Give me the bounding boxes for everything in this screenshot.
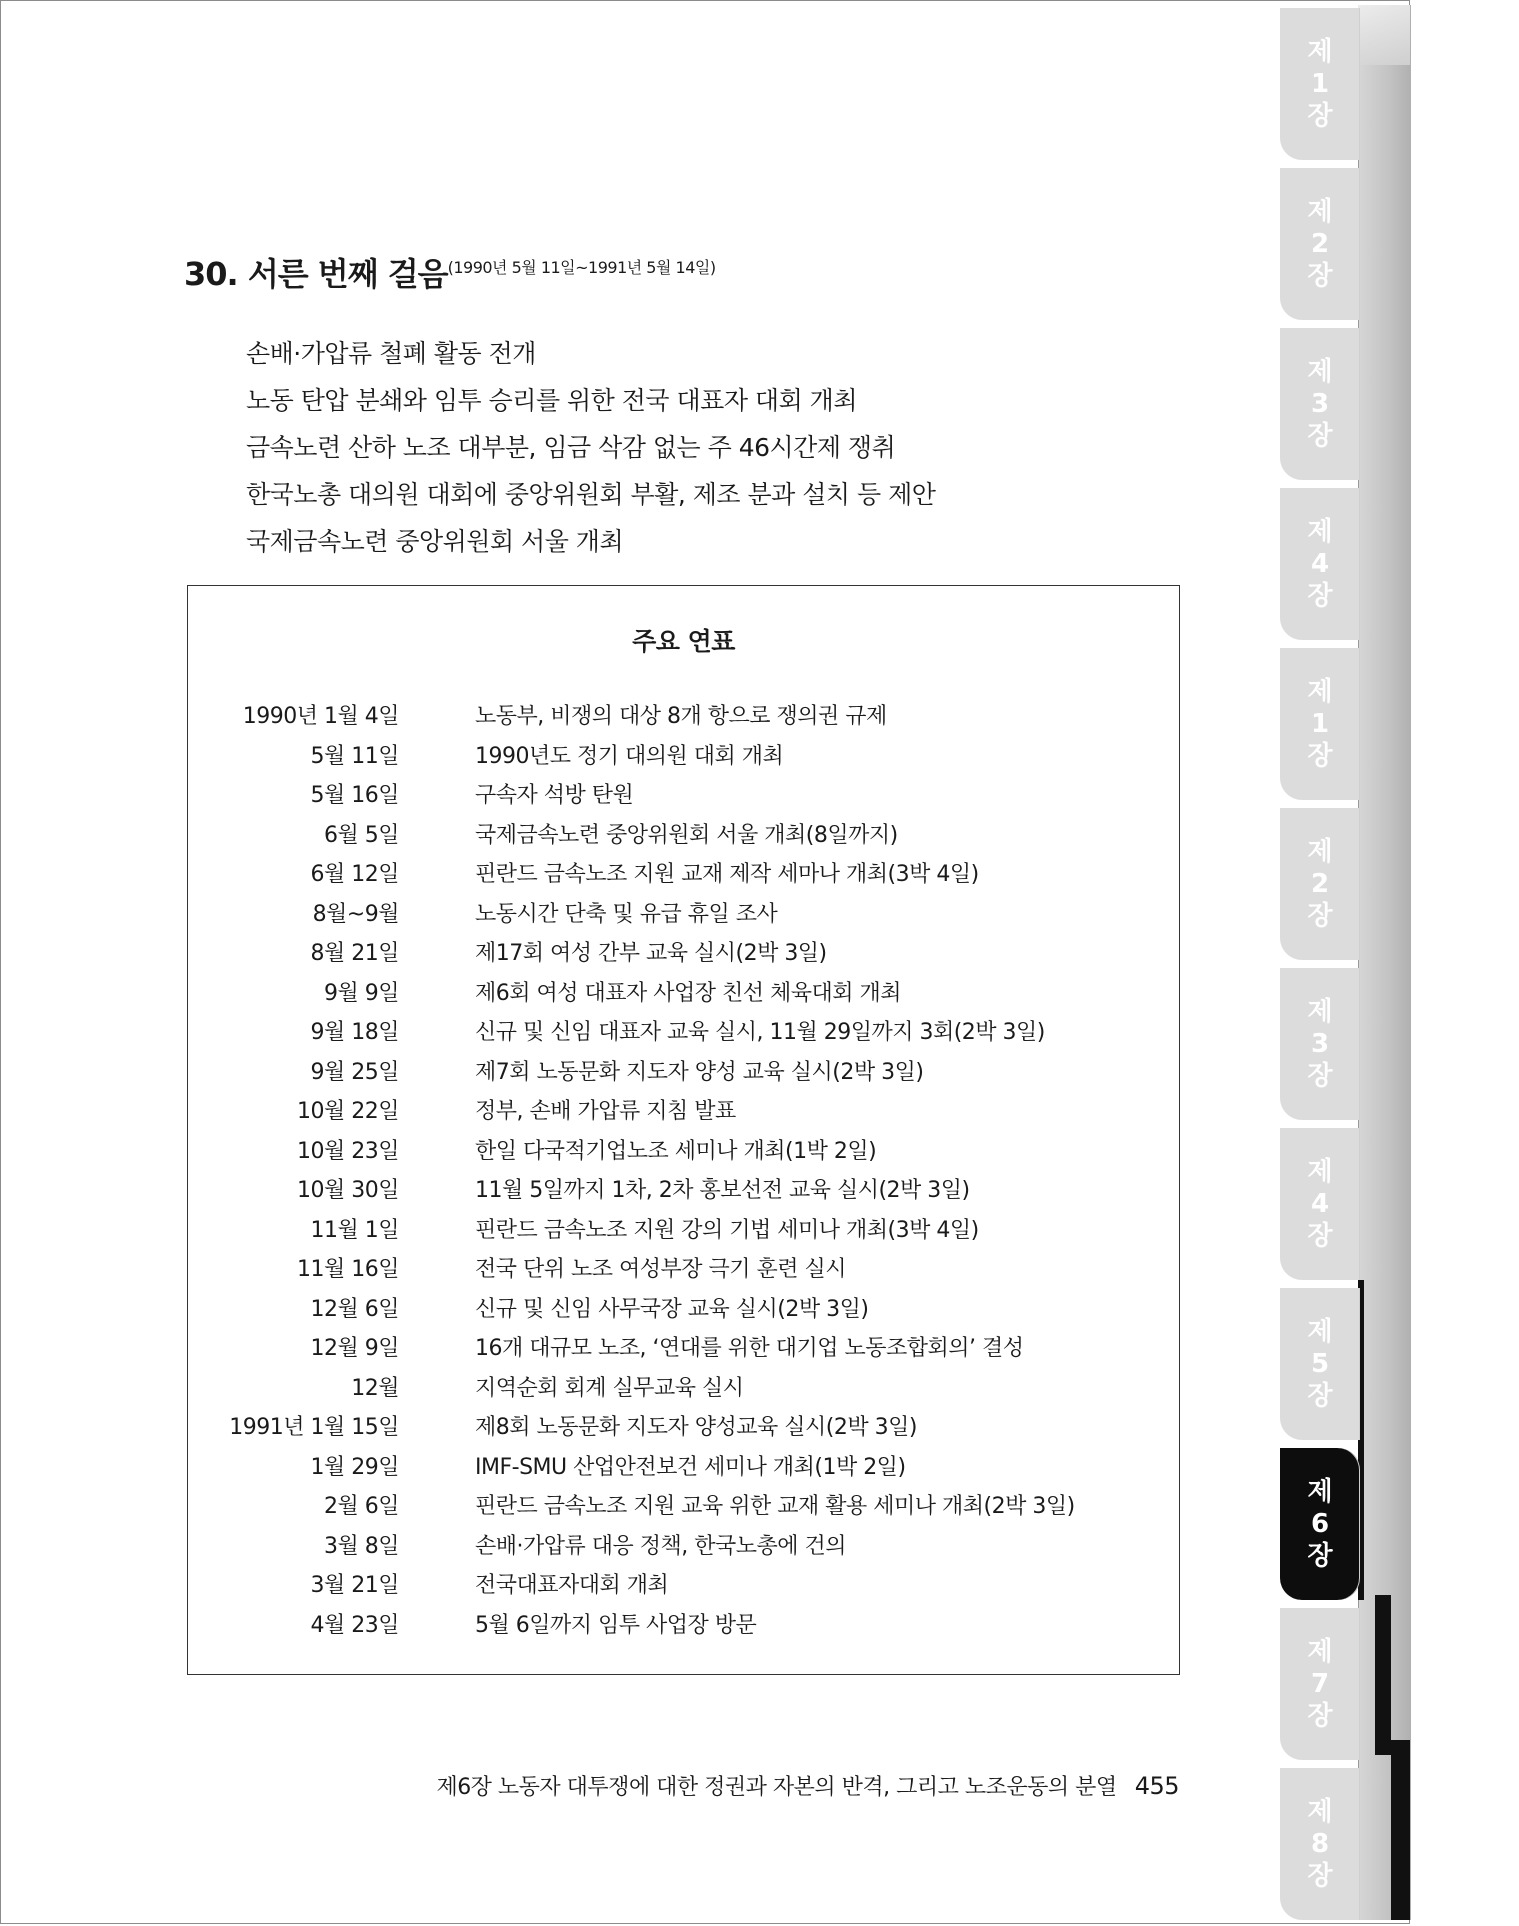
timeline-date: 9월 9일 (324, 980, 399, 1006)
chapter-tab-char: 제 (1307, 1317, 1333, 1347)
timeline-date: 9월 25일 (310, 1059, 399, 1085)
chapter-tab[interactable] (1280, 648, 1360, 800)
timeline-event: 국제금속노련 중앙위원회 서울 개최(8일까지) (475, 822, 898, 848)
page-number: 455 (1134, 1772, 1179, 1800)
timeline-event: 제7회 노동문화 지도자 양성 교육 실시(2박 3일) (475, 1059, 924, 1085)
timeline-event: 16개 대규모 노조, ‘연대를 위한 대기업 노동조합회의’ 결성 (475, 1336, 1024, 1361)
timeline-date: 6월 5일 (324, 822, 399, 848)
chapter-tab[interactable] (1280, 1128, 1360, 1280)
timeline-row (188, 1171, 1179, 1211)
chapter-tab[interactable] (1280, 8, 1360, 160)
timeline-event: IMF-SMU 산업안전보건 세미나 개최(1박 2일) (475, 1454, 906, 1480)
timeline-event: 전국 단위 노조 여성부장 극기 훈련 실시 (475, 1257, 846, 1282)
chapter-tab-char: 1 (1310, 69, 1330, 99)
timeline-event: 11월 5일까지 1차, 2차 홍보선전 교육 실시(2박 3일) (475, 1178, 970, 1203)
timeline-event: 손배·가압류 대응 정책, 한국노총에 건의 (475, 1533, 846, 1559)
chapter-tab[interactable] (1280, 488, 1360, 640)
summary-item: 손배·가압류 철폐 활동 전개 (246, 339, 536, 368)
chapter-tab-char: 5 (1310, 1349, 1330, 1379)
timeline-event: 구속자 석방 탄원 (475, 783, 634, 808)
chapter-tab-char: 제 (1307, 1637, 1333, 1667)
timeline-date: 11월 1일 (310, 1217, 399, 1243)
timeline-event: 제17회 여성 간부 교육 실시(2박 3일) (475, 941, 827, 966)
chapter-tab-char: 장 (1307, 421, 1333, 451)
chapter-tab-char: 장 (1307, 741, 1333, 771)
timeline-event: 지역순회 회계 실무교육 실시 (475, 1375, 744, 1401)
timeline-event: 한일 다국적기업노조 세미나 개최(1박 2일) (475, 1138, 877, 1164)
chapter-tab-char: 4 (1310, 1189, 1330, 1219)
timeline-date: 3월 8일 (324, 1533, 399, 1559)
chapter-tabs (1280, 0, 1360, 1926)
chapter-tab[interactable] (1280, 328, 1360, 480)
chapter-tab[interactable] (1280, 168, 1360, 320)
chapter-tab[interactable] (1280, 1768, 1360, 1920)
timeline-title: 주요 연표 (632, 627, 735, 656)
chapter-tab-char: 3 (1310, 1029, 1330, 1059)
timeline-date: 9월 18일 (310, 1020, 399, 1045)
chapter-tab-char: 제 (1307, 517, 1333, 547)
chapter-tab-char: 1 (1310, 709, 1330, 739)
timeline-event: 제8회 노동문화 지도자 양성교육 실시(2박 3일) (475, 1415, 917, 1440)
chapter-tab[interactable] (1280, 1288, 1360, 1440)
timeline-date: 8월~9월 (312, 901, 399, 927)
timeline-date: 10월 22일 (297, 1099, 399, 1124)
timeline-row (188, 1527, 1179, 1567)
section-period: (1990년 5월 11일~1991년 5월 14일) (447, 258, 716, 278)
chapter-tab-char: 4 (1310, 549, 1330, 579)
timeline-row (188, 737, 1179, 777)
timeline-row (188, 1487, 1179, 1527)
timeline-row (188, 1132, 1179, 1172)
chapter-tab-char: 제 (1307, 1797, 1333, 1827)
timeline-date: 4월 23일 (310, 1612, 399, 1638)
chapter-tab-char: 장 (1307, 1861, 1333, 1891)
timeline-date: 11월 16일 (297, 1257, 399, 1282)
timeline-date: 5월 16일 (310, 783, 399, 808)
summary-item: 한국노총 대의원 대회에 중앙위원회 부활, 제조 분과 설치 등 제안 (246, 480, 936, 509)
timeline-event: 노동시간 단축 및 유급 휴일 조사 (475, 901, 778, 927)
running-title: 제6장 노동자 대투쟁에 대한 정권과 자본의 반격, 그리고 노조운동의 분열 (436, 1775, 1117, 1800)
timeline-row (188, 697, 1179, 737)
timeline-event: 노동부, 비쟁의 대상 8개 항으로 쟁의권 규제 (475, 704, 887, 729)
chapter-tab-char: 3 (1310, 389, 1330, 419)
timeline-row (188, 855, 1179, 895)
timeline-date: 3월 21일 (310, 1573, 399, 1598)
timeline-date: 6월 12일 (310, 862, 399, 887)
timeline-date: 1월 29일 (310, 1454, 399, 1480)
timeline-row (188, 1211, 1179, 1251)
chapter-tab-char: 제 (1307, 357, 1333, 387)
chapter-tab-char: 장 (1307, 1541, 1333, 1571)
timeline-row (188, 816, 1179, 856)
timeline-row (188, 1448, 1179, 1488)
chapter-tab-char: 2 (1310, 869, 1330, 899)
timeline-event: 신규 및 신임 사무국장 교육 실시(2박 3일) (475, 1296, 869, 1322)
chapter-tab-char: 장 (1307, 261, 1333, 291)
timeline-row (188, 1013, 1179, 1053)
timeline-date: 10월 23일 (297, 1138, 399, 1164)
timeline-event: 신규 및 신임 대표자 교육 실시, 11월 29일까지 3회(2박 3일) (475, 1020, 1045, 1045)
chapter-tab-char: 제 (1307, 997, 1333, 1027)
timeline-row (188, 1053, 1179, 1093)
chapter-tab-char: 제 (1307, 677, 1333, 707)
timeline-date: 8월 21일 (310, 941, 399, 966)
timeline-row (188, 974, 1179, 1014)
chapter-tab[interactable] (1280, 1448, 1360, 1600)
timeline-date: 12월 6일 (310, 1296, 399, 1322)
chapter-tab-char: 2 (1310, 229, 1330, 259)
timeline-event: 핀란드 금속노조 지원 교재 제작 세마나 개최(3박 4일) (475, 862, 979, 887)
summary-item: 금속노련 산하 노조 대부분, 임금 삭감 없는 주 46시간제 쟁취 (246, 433, 896, 462)
timeline-event: 제6회 여성 대표자 사업장 친선 체육대회 개최 (475, 980, 901, 1006)
chapter-tab-char: 장 (1307, 1381, 1333, 1411)
timeline-row (188, 934, 1179, 974)
chapter-tab-char: 6 (1310, 1509, 1330, 1539)
timeline-row (188, 1408, 1179, 1448)
section-title-text: 30. 서른 번째 걸음 (184, 255, 448, 294)
chapter-tab-char: 장 (1307, 1221, 1333, 1251)
summary-item: 노동 탄압 분쇄와 임투 승리를 위한 전국 대표자 대회 개최 (246, 386, 857, 415)
chapter-tab-char: 장 (1307, 1701, 1333, 1731)
chapter-tab-char: 제 (1307, 197, 1333, 227)
timeline-event: 핀란드 금속노조 지원 교육 위한 교재 활용 세미나 개최(2박 3일) (475, 1494, 1075, 1519)
chapter-tab-char: 제 (1307, 1157, 1333, 1187)
timeline-row (188, 1290, 1179, 1330)
timeline-row (188, 1329, 1179, 1369)
timeline-event: 1990년도 정기 대의원 대회 개최 (475, 743, 784, 769)
chapter-tab-char: 7 (1310, 1669, 1330, 1699)
timeline-event: 5월 6일까지 임투 사업장 방문 (475, 1612, 757, 1638)
timeline-row (188, 776, 1179, 816)
timeline-date: 5월 11일 (310, 743, 399, 769)
timeline-date: 12월 (351, 1375, 399, 1401)
timeline-event: 정부, 손배 가압류 지침 발표 (475, 1099, 736, 1124)
chapter-tab-char: 제 (1307, 837, 1333, 867)
timeline-row (188, 1566, 1179, 1606)
timeline-row (188, 1606, 1179, 1646)
chapter-tab-char: 제 (1307, 37, 1333, 67)
section-title (184, 249, 716, 295)
chapter-tab[interactable] (1280, 808, 1360, 960)
edge-marker (1375, 1595, 1391, 1755)
chapter-tab[interactable] (1280, 1608, 1360, 1760)
summary-item: 국제금속노련 중앙위원회 서울 개최 (246, 527, 624, 556)
edge-marker (1391, 1740, 1410, 1920)
timeline-date: 2월 6일 (324, 1494, 399, 1519)
timeline-event: 전국대표자대회 개최 (475, 1573, 669, 1598)
timeline-date: 1991년 1월 15일 (229, 1415, 399, 1440)
chapter-tab-char: 장 (1307, 101, 1333, 131)
timeline-rows (188, 697, 1179, 1645)
timeline-event: 핀란드 금속노조 지원 강의 기법 세미나 개최(3박 4일) (475, 1217, 979, 1243)
book-edge-bevel (1358, 5, 1410, 65)
timeline-box (187, 585, 1180, 1675)
timeline-row (188, 1250, 1179, 1290)
chapter-tab-char: 장 (1307, 1061, 1333, 1091)
chapter-tab[interactable] (1280, 968, 1360, 1120)
timeline-row (188, 1092, 1179, 1132)
timeline-date: 12월 9일 (310, 1336, 399, 1361)
timeline-date: 10월 30일 (297, 1178, 399, 1203)
chapter-tab-char: 8 (1310, 1829, 1330, 1859)
chapter-tab-char: 장 (1307, 581, 1333, 611)
timeline-row (188, 1369, 1179, 1409)
timeline-date: 1990년 1월 4일 (242, 704, 399, 729)
chapter-tab-char: 제 (1307, 1477, 1333, 1507)
running-footer (436, 1770, 1179, 1801)
summary-list (246, 330, 935, 565)
chapter-tab-char: 장 (1307, 901, 1333, 931)
timeline-row (188, 895, 1179, 935)
